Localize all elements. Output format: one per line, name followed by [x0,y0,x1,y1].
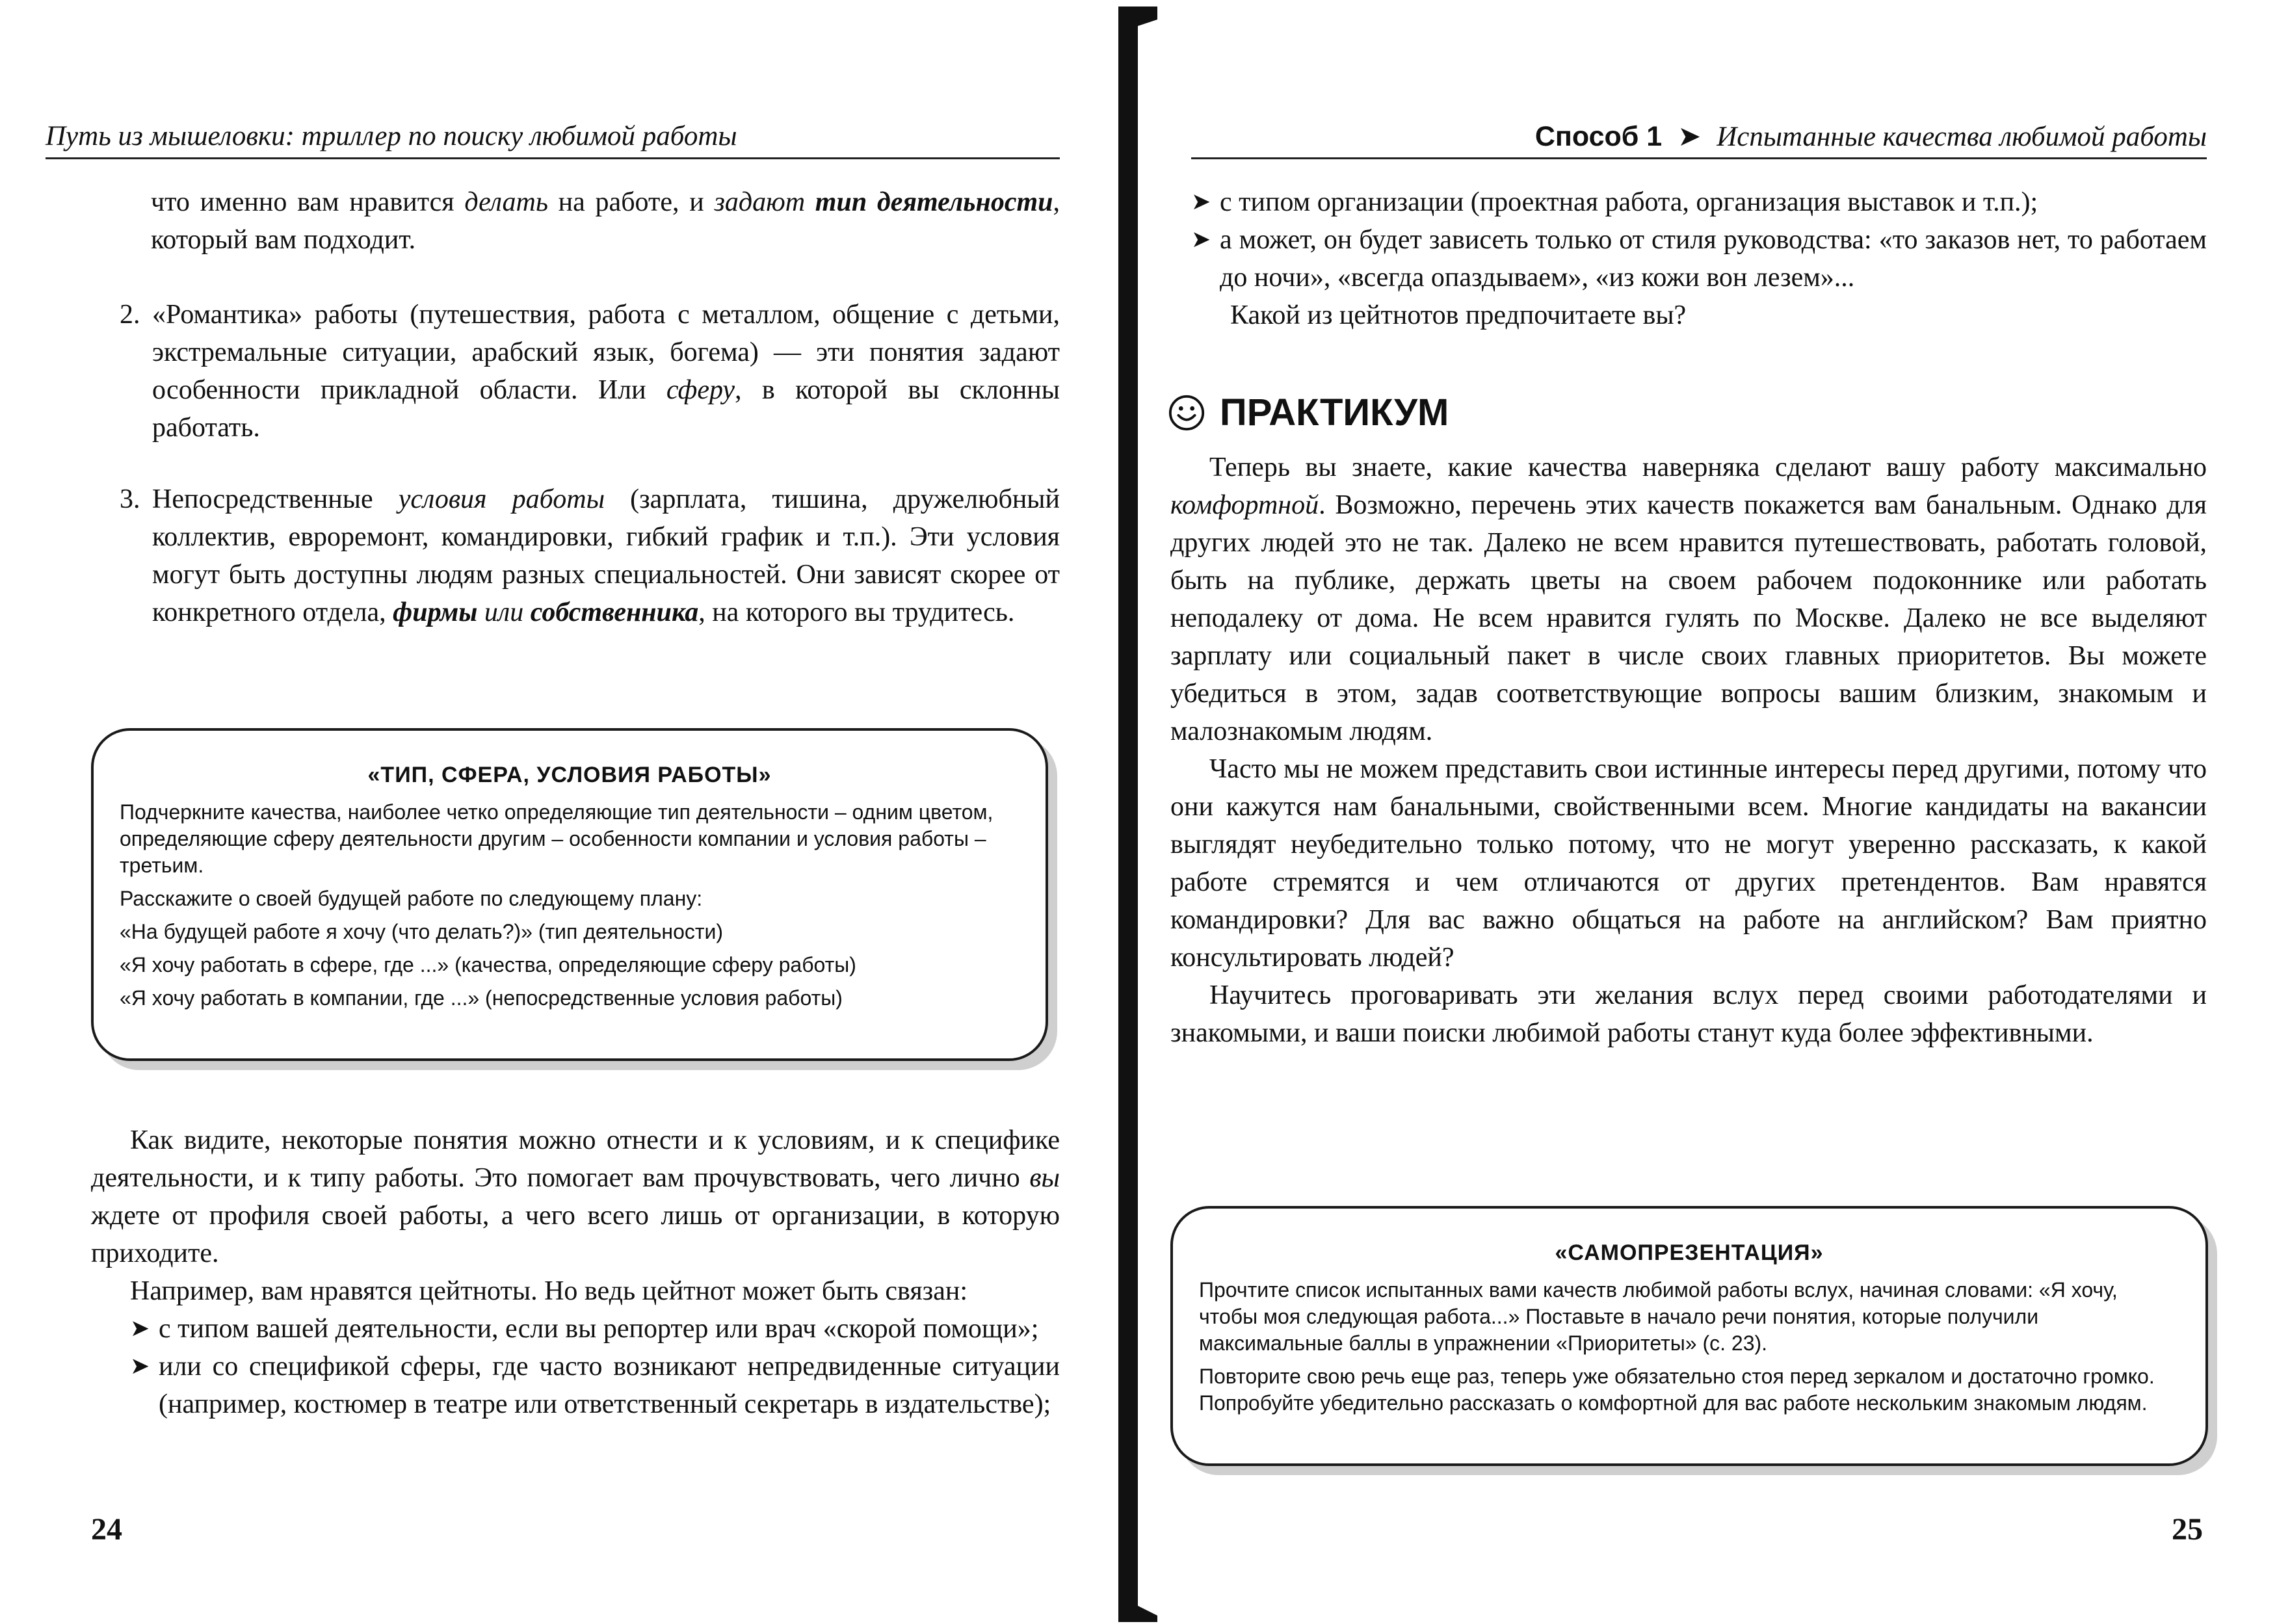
exercise-plan-line-3: «Я хочу работать в компании, где ...» (непосредственные условия работы) [120,986,843,1010]
body-text-main [1170,449,2207,1052]
arrowhead-bullet-icon: ➤ [130,1353,150,1380]
question-paragraph: Какой из цейтнотов предпочитаете вы? [1230,300,1687,330]
paragraph-interests: Часто мы не можем представить свои истинные интересы перед другими, потому что они кажутся нам банальными, свойственными всем. Многие кандидаты на вакансии выглядят неубедительно только потому, что не могут уверенно рассказать, к какой работе стремятся и чем отличаются от других претендентов. Вам нравятся командировки? Для вас важно общаться на работе на английском? Вам приятно консультировать людей? [1170,754,2207,973]
bullet-item: ➤ или со спецификой сферы, где часто возникают непредвиденные ситуации (например, костюмер в театре или ответственный секретарь в издательстве); [130,1348,1060,1423]
arrowhead-bullet-icon: ➤ [1191,226,1211,253]
bullet-item: ➤ с типом вашей деятельности, если вы репортер или врач «скорой помощи»; [130,1310,1060,1348]
left-page [0,0,1105,1624]
section-heading [1168,384,1449,442]
running-head: Путь из мышеловки: триллер по поиску любимой работы [46,116,1060,159]
page-number: 25 [2172,1512,2203,1547]
bullet-item: ➤ с типом организации (проектная работа, организация выставок и т.п.); [1191,183,2207,221]
exercise-box-title: «ТИП, СФЕРА, УСЛОВИЯ РАБОТЫ» [367,763,772,787]
smiley-icon [1168,394,1205,432]
exercise-instruction: Прочтите список испытанных вами качеств любимой работы вслух, начиная словами: «Я хочу, чтобы моя следующая работа...» Поставьте в начало речи понятия, которые получили максимальные баллы в упражнении «Приоритеты» (с. 23). [1199,1278,2118,1355]
numbered-list [120,296,1060,631]
arrowhead-bullet-icon: ➤ [1191,189,1211,215]
list-item-2: 2. «Романтика» работы (путешествия, работа с металлом, общение с детьми, экстремальные ситуации, арабский язык, богема) — эти понятия задают особенности прикладной области. Или сферу, в которой вы склонны работать. [120,300,1060,443]
exercise-instruction: Подчеркните качества, наиболее четко определяющие тип деятельности – одним цветом, определяющие сферу деятельности другим – особенности компании и условия работы – третьим. [120,800,994,877]
exercise-plan-intro: Расскажите о своей будущей работе по следующему плану: [120,887,703,910]
book-spine [1105,0,1157,1624]
body-text-bottom [91,1121,1060,1423]
exercise-box-type-sphere [91,728,1048,1061]
body-text-top [151,183,1060,259]
arrowhead-separator-icon: ➤ [1678,122,1702,152]
exercise-box-title: «САМОПРЕЗЕНТАЦИЯ» [1555,1240,1824,1265]
paragraph-comfort: Теперь вы знаете, какие качества наверняка сделают вашу работу максимально комфортной. Возможно, перечень этих качеств покажется вам банальным. Однако для других людей это не так. Далеко не всем нравится путешествовать, работать головой, быть на публике, держать цветы на своем рабочем подоконнике или работать неподалеку от дома. Не всем нравится гулять по Москве. Далеко не все выделяют зарплату или социальный пакет в числе своих главных приоритетов. Вы можете убедиться в этом, задав соответствующие вопросы вашим близким, знакомым и малознакомым людям. [1170,452,2207,746]
paragraph-speak-out: Научитесь проговаривать эти желания вслух перед своими работодателями и знакомыми, и ваши поиски любимой работы станут куда более эффективными. [1170,980,2207,1048]
paragraph-concepts: Как видите, некоторые понятия можно отнести и к условиям, и к специфике деятельности, и к типу работы. Это помогает вам прочувствовать, чего лично вы ждете от профиля своей работы, а чего всего лишь от организации, в которую приходите. [91,1125,1060,1268]
exercise-repeat: Повторите свою речь еще раз, теперь уже обязательно стоя перед зеркалом и достаточно громко. Попробуйте убедительно рассказать о комфортной для вас работе нескольким знакомым людям. [1199,1365,2155,1415]
list-item-3: 3. Непосредственные условия работы (зарплата, тишина, дружелюбный коллектив, евроремонт, командировки, гибкий график и т.п.). Эти условия могут быть доступны людям разных специальностей. Они зависят скорее от конкретного отдела, фирмы или собственника, на которого вы трудитесь. [120,484,1060,627]
intro-paragraph: что именно вам нравится делать на работе, и задают тип деятельности, который вам подходит. [151,187,1060,255]
exercise-box-self-presentation [1170,1206,2208,1466]
body-text-top [1191,183,2207,334]
section-title: ПРАКТИКУМ [1220,391,1449,434]
right-page [1157,0,2290,1624]
exercise-plan-line-2: «Я хочу работать в сфере, где ...» (качества, определяющие сферу работы) [120,953,856,976]
running-head [1191,116,2207,159]
paragraph-example: Например, вам нравятся цейтноты. Но ведь цейтнот может быть связан: [130,1276,968,1306]
bullet-item: ➤ а может, он будет зависеть только от стиля руководства: «то заказов нет, то работаем до ночи», «всегда опаздываем», «из кожи вон лезем»... [1191,221,2207,296]
arrowhead-bullet-icon: ➤ [130,1315,150,1342]
exercise-plan-line-1: «На будущей работе я хочу (что делать?)» (тип деятельности) [120,920,724,943]
page-number: 24 [91,1512,122,1547]
chapter-label: Способ 1 [1534,121,1663,152]
chapter-title: Испытанные качества любимой работы [1717,122,2207,152]
